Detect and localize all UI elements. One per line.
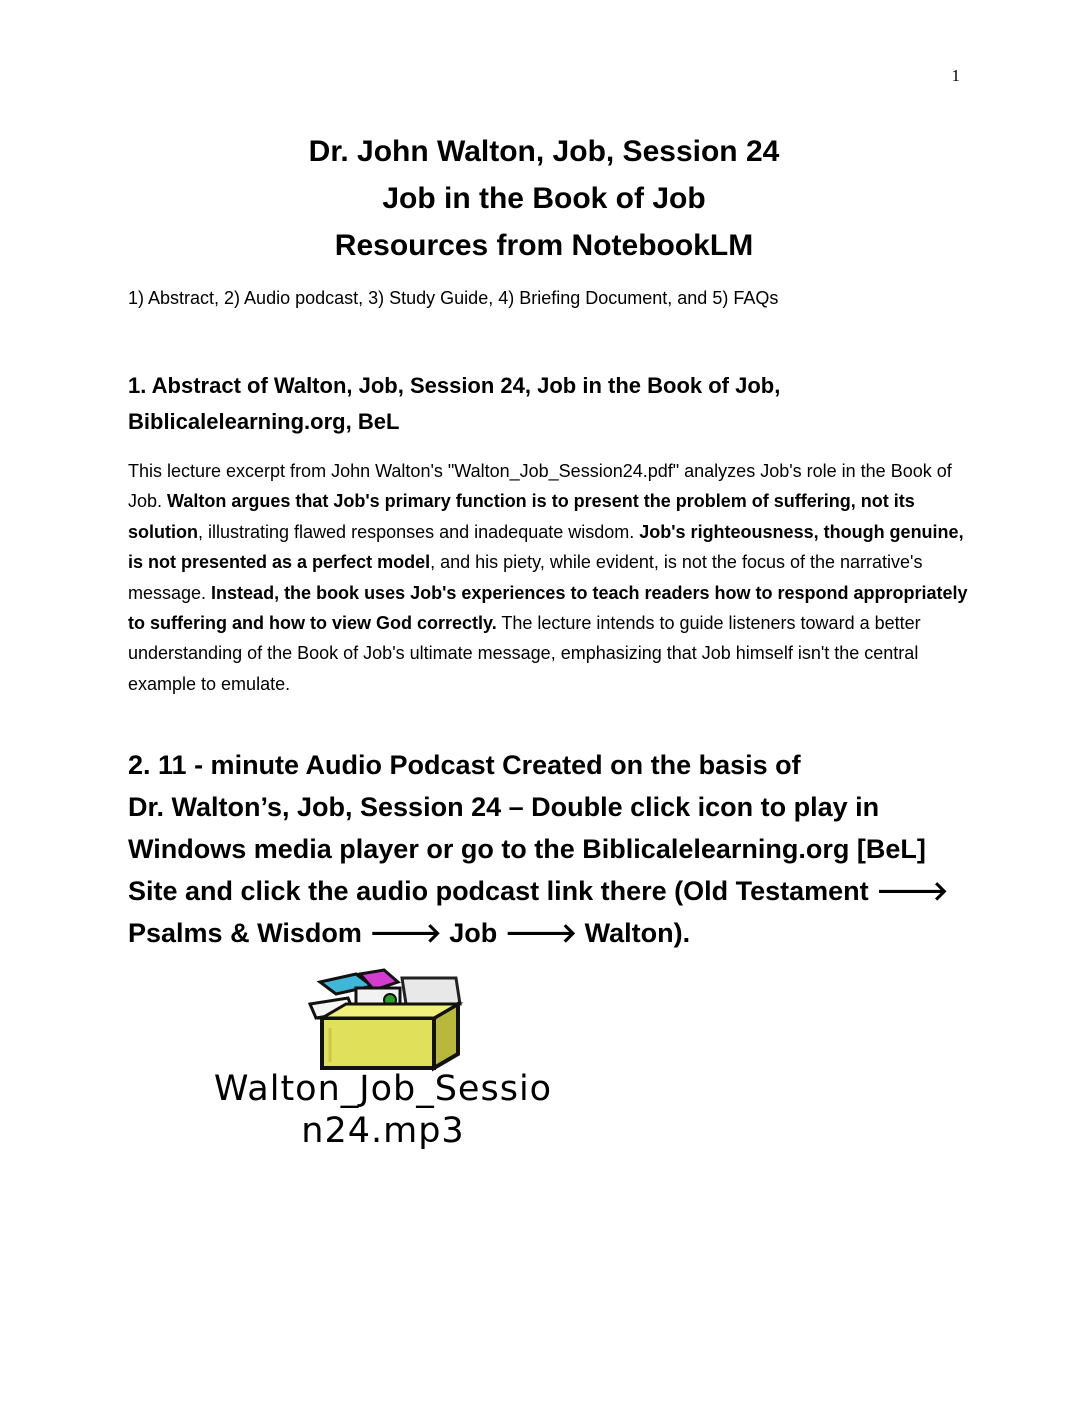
section-1-heading-line-2: Biblicalelearning.org, BeL (128, 409, 400, 434)
media-file-caption[interactable] (128, 1068, 638, 1152)
abstract-text-4: The lecture intends to guide listeners toward a better understanding of the Book of Job's ultimate message, emphasizing that Job himself isn't the central example to emulate. (128, 613, 921, 694)
abstract-paragraph (128, 456, 968, 699)
abstract-bold-3: Instead, the book uses Job's experiences to teach readers how to respond appropriately to suffering and how to view God correctly. (128, 582, 968, 634)
contents-line: 1) Abstract, 2) Audio podcast, 3) Study Guide, 4) Briefing Document, and 5) FAQs (128, 288, 779, 308)
section-1-heading (128, 368, 968, 440)
media-caption-line-2: n24.mp3 (301, 1111, 465, 1151)
section-2-line-1: 2. 11 - minute Audio Podcast Created on the basis of (128, 750, 801, 780)
abstract-bold-1: Walton argues that Job's primary function is to present the problem of suffering, not its solution (128, 491, 915, 542)
page-number: 1 (951, 66, 960, 85)
abstract-text-2: , illustrating flawed responses and inadequate wisdom. (198, 521, 640, 542)
document-title (0, 128, 1088, 269)
section-2-text-job: Job (441, 918, 505, 948)
title-line-1: Dr. John Walton, Job, Session 24 (308, 135, 780, 168)
section-2-heading (128, 744, 968, 954)
section-2-text-psalms: Psalms & Wisdom (128, 918, 370, 948)
title-line-3: Resources from NotebookLM (334, 229, 754, 262)
abstract-text-1: This lecture excerpt from John Walton's "Walton_Job_Session24.pdf" analyzes Job's role in the Book of Job. (128, 461, 952, 512)
abstract-text-3: , and his piety, while evident, is not the focus of the narrative's message. (128, 552, 923, 603)
package-box-icon (300, 968, 470, 1072)
section-2-text: Dr. Walton’s, Job, Session 24 – Double click icon to play in Windows media player or go to the Biblicalelearning.org [BeL] Site and click the audio podcast link there (Old Testament (128, 792, 926, 906)
media-package-icon[interactable] (300, 968, 470, 1072)
section-2-text-walton: Walton). (577, 918, 691, 948)
arrow-icon: 🡒 (369, 918, 442, 948)
media-caption-line-1: Walton_Job_Sessio (213, 1069, 553, 1109)
arrow-icon: 🡒 (876, 876, 949, 906)
arrow-icon: 🡒 (504, 918, 578, 948)
section-1-heading-line-1: 1. Abstract of Walton, Job, Session 24, Job in the Book of Job, (128, 373, 781, 398)
abstract-bold-2: Job's righteousness, though genuine, is not presented as a perfect model (128, 521, 964, 573)
title-line-2: Job in the Book of Job (382, 182, 706, 215)
